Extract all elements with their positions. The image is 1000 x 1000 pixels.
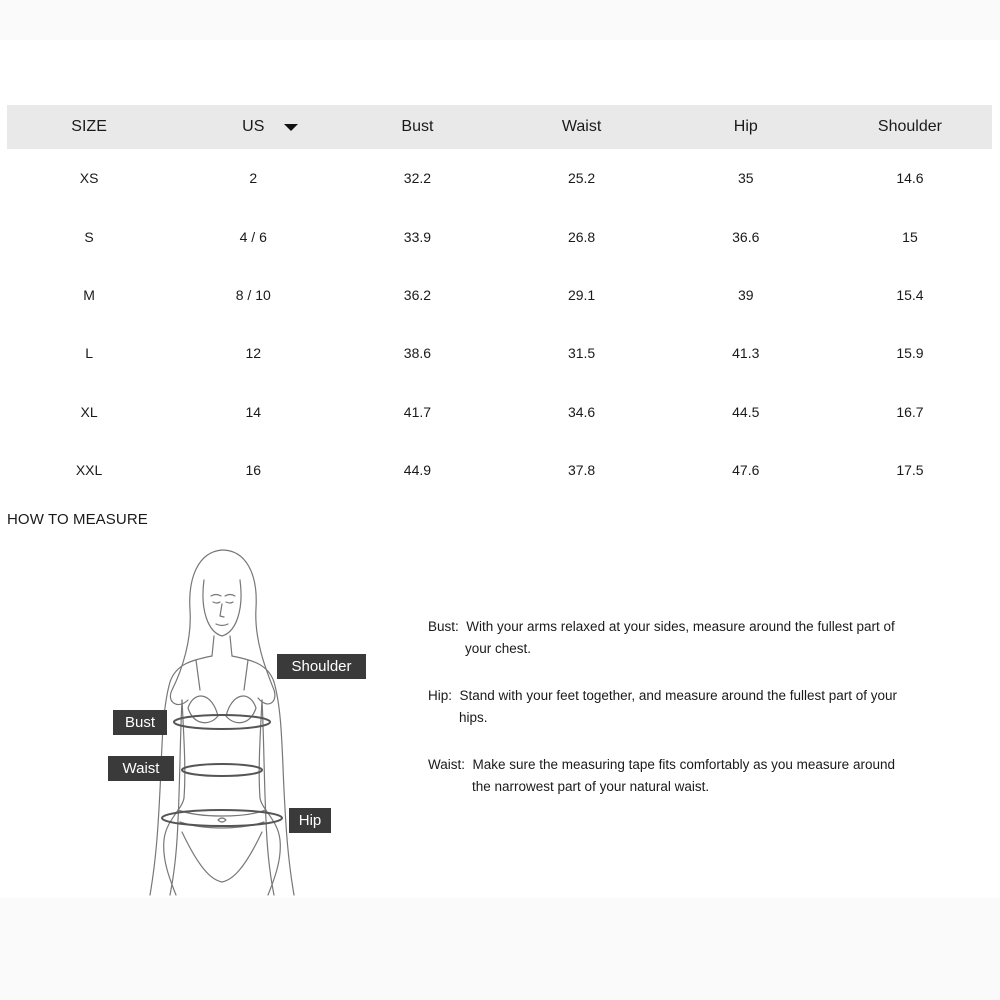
cell-hip: 39 <box>737 286 754 303</box>
cell-bust: 32.2 <box>403 170 432 187</box>
waist-note-line1 <box>428 754 908 776</box>
header-bust: Bust <box>401 118 434 135</box>
bust-note-text2: your chest. <box>465 641 532 656</box>
cell-shoulder: 15.4 <box>896 286 924 303</box>
cell-bust: 38.6 <box>403 345 432 362</box>
table-row <box>7 149 992 207</box>
cell-waist: 29.1 <box>567 286 596 303</box>
header-us[interactable] <box>171 118 335 136</box>
cell-shoulder: 16.7 <box>896 403 924 420</box>
hip-note <box>428 685 908 729</box>
bust-label: Bust <box>113 710 167 735</box>
cell-bust: 33.9 <box>403 228 432 245</box>
cell-bust: 44.9 <box>403 462 432 479</box>
table-row <box>7 383 992 441</box>
cell-hip: 35 <box>737 170 754 187</box>
cell-size: L <box>85 345 93 362</box>
hip-note-text1: Stand with your feet together, and measure around the fullest part of your <box>459 688 898 703</box>
header-hip: Hip <box>733 118 758 135</box>
waist-note-text2: the narrowest part of your natural waist. <box>472 779 710 794</box>
cell-waist: 25.2 <box>567 170 596 187</box>
table-row <box>7 266 992 324</box>
table-row <box>7 324 992 382</box>
cell-size: M <box>83 286 95 303</box>
cell-size: XXL <box>75 462 103 479</box>
hip-label: Hip <box>289 808 331 833</box>
hip-note-line1 <box>428 685 908 707</box>
waist-note <box>428 754 908 798</box>
bust-note <box>428 616 908 660</box>
table-row <box>7 207 992 265</box>
cell-hip: 36.6 <box>732 228 760 245</box>
how-to-measure-title: HOW TO MEASURE <box>7 511 148 528</box>
caret-down-icon[interactable] <box>284 124 298 131</box>
bust-note-line1 <box>428 616 908 638</box>
bottom-band <box>0 898 1000 1000</box>
waist-label: Waist <box>108 756 174 781</box>
cell-hip: 47.6 <box>732 462 760 479</box>
cell-us: 2 <box>249 170 258 187</box>
waist-note-key: Waist: <box>428 757 465 772</box>
header-shoulder: Shoulder <box>877 118 942 135</box>
top-band <box>0 0 1000 40</box>
cell-waist: 34.6 <box>567 403 596 420</box>
hip-note-key: Hip: <box>428 688 453 703</box>
cell-waist: 26.8 <box>567 228 596 245</box>
table-header-row <box>7 105 992 149</box>
shoulder-label: Shoulder <box>277 654 366 679</box>
cell-size: XL <box>80 403 98 420</box>
cell-waist: 37.8 <box>567 462 596 479</box>
header-us-label: US <box>242 118 265 135</box>
cell-shoulder: 15 <box>902 228 918 245</box>
bust-note-text1: With your arms relaxed at your sides, measure around the fullest part of <box>466 619 895 634</box>
cell-hip: 44.5 <box>732 403 760 420</box>
header-size: SIZE <box>71 118 107 135</box>
cell-size: S <box>84 228 94 245</box>
table-row <box>7 441 992 499</box>
cell-shoulder: 14.6 <box>896 170 924 187</box>
header-waist: Waist <box>561 118 602 135</box>
cell-bust: 36.2 <box>403 286 432 303</box>
size-chart-table <box>7 105 992 499</box>
waist-note-text1: Make sure the measuring tape fits comfortably as you measure around <box>472 757 895 772</box>
cell-waist: 31.5 <box>567 345 596 362</box>
cell-shoulder: 15.9 <box>896 345 924 362</box>
cell-size: XS <box>79 170 99 187</box>
bust-note-key: Bust: <box>428 619 459 634</box>
cell-bust: 41.7 <box>403 403 432 420</box>
cell-us: 14 <box>245 403 262 420</box>
hip-note-text2: hips. <box>459 710 488 725</box>
cell-us: 8 / 10 <box>235 286 271 303</box>
cell-hip: 41.3 <box>732 345 760 362</box>
cell-us: 12 <box>245 345 262 362</box>
cell-us: 16 <box>245 462 262 479</box>
measurement-figure <box>100 540 400 900</box>
cell-us: 4 / 6 <box>239 228 267 245</box>
cell-shoulder: 17.5 <box>896 462 924 479</box>
